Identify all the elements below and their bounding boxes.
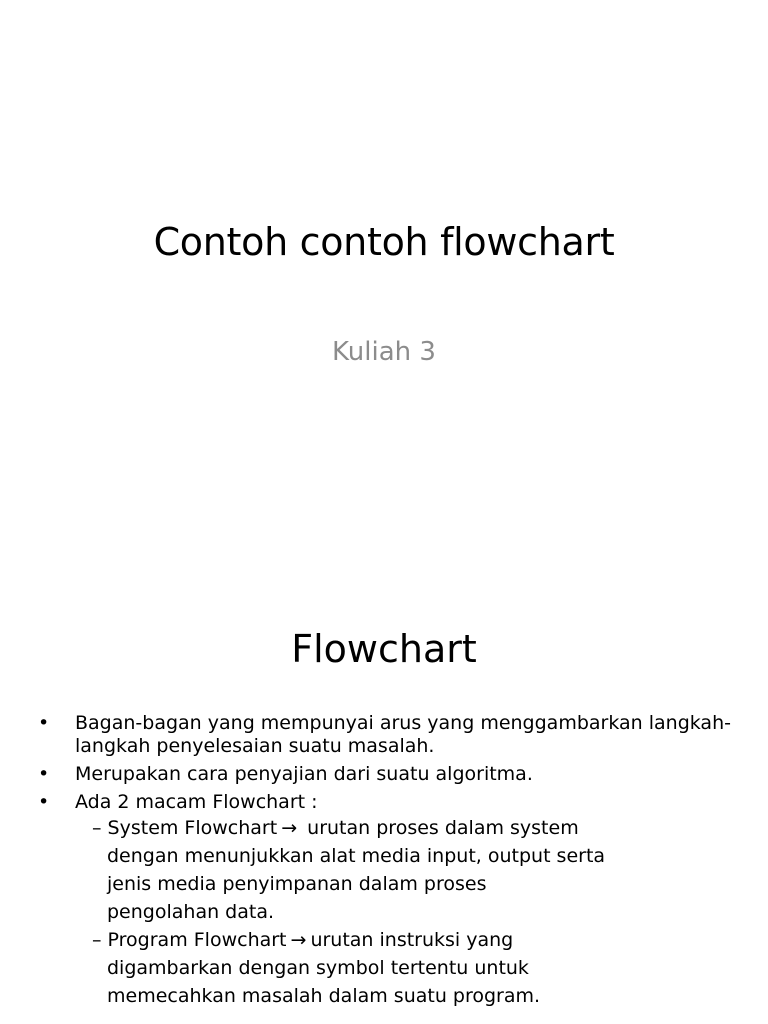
sub-item-continuation: pengolahan data. bbox=[107, 901, 275, 923]
slide-1-subtitle: Kuliah 3 bbox=[332, 337, 436, 367]
bullet-dot: • bbox=[38, 791, 50, 813]
arrow-right-icon: → bbox=[281, 817, 298, 839]
sub-item-continuation: memecahkan masalah dalam suatu program. bbox=[107, 985, 541, 1007]
bullet-text: Merupakan cara penyajian dari suatu algoritma. bbox=[75, 763, 533, 785]
bullet-dot: • bbox=[38, 712, 50, 734]
sub-item-continuation: jenis media penyimpanan dalam proses bbox=[107, 873, 487, 895]
bullet-text: Ada 2 macam Flowchart : bbox=[75, 791, 318, 813]
sub-item-continuation: digambarkan dengan symbol tertentu untuk bbox=[107, 957, 529, 979]
bullet-item bbox=[38, 763, 738, 786]
slide-1-title: Contoh contoh flowchart bbox=[153, 220, 615, 264]
arrow-right-icon: → bbox=[290, 929, 307, 951]
slide-2-title: Flowchart bbox=[291, 627, 477, 671]
sub-item-text: urutan instruksi yang bbox=[310, 929, 514, 951]
sub-item-continuation: dengan menunjukkan alat media input, output serta bbox=[107, 845, 606, 867]
slide-flowchart bbox=[0, 576, 768, 1024]
sub-item-text: urutan proses dalam system bbox=[301, 817, 579, 839]
bullet-text-line-2: langkah penyelesaian suatu masalah. bbox=[75, 735, 435, 757]
bullet-item bbox=[38, 791, 738, 814]
bullet-item bbox=[38, 712, 738, 758]
bullet-text-line-1: Bagan-bagan yang mempunyai arus yang menggambarkan langkah- bbox=[75, 712, 731, 734]
sub-item-program-flowchart bbox=[38, 926, 738, 1010]
sub-item-lead: – System Flowchart bbox=[92, 817, 278, 839]
sub-item-lead: – Program Flowchart bbox=[92, 929, 287, 951]
sub-item-system-flowchart bbox=[38, 814, 738, 926]
bullet-list bbox=[38, 712, 738, 1010]
bullet-dot: • bbox=[38, 763, 50, 785]
